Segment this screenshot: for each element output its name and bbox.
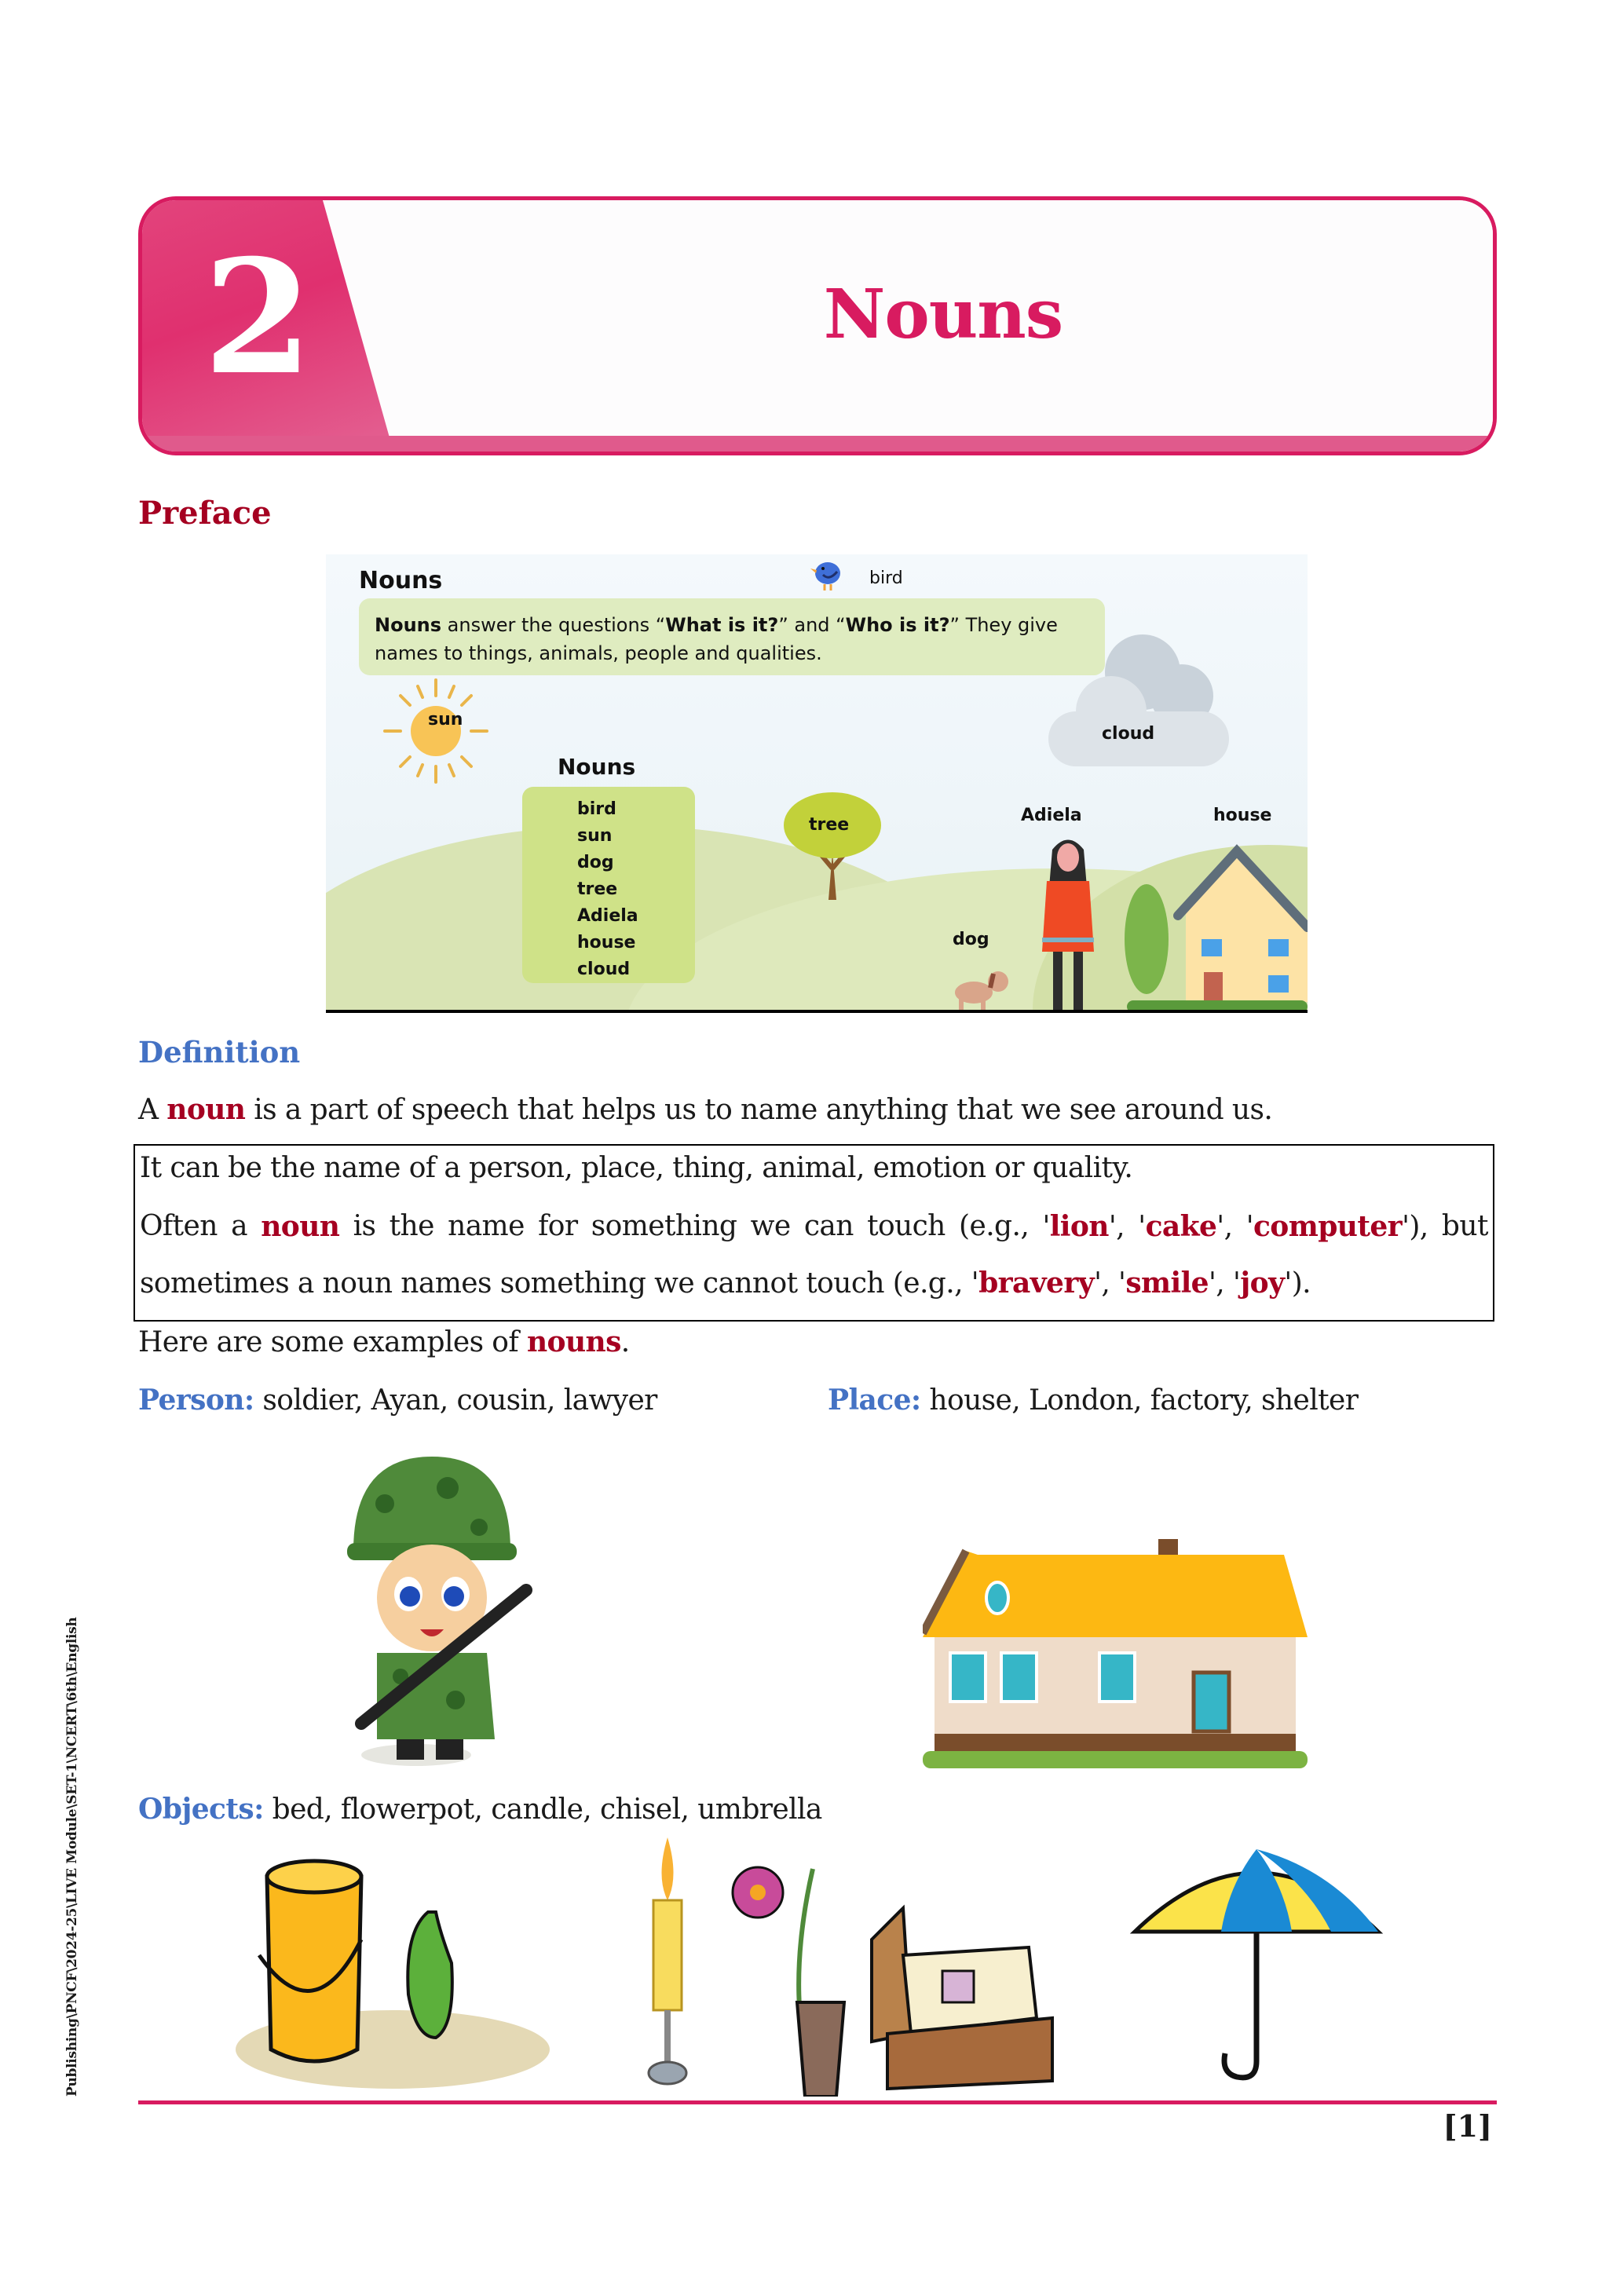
word: something (591, 1210, 737, 1242)
house-icon (1111, 821, 1308, 1013)
definition-heading: Definition (138, 1035, 301, 1069)
category-label: Place: (828, 1384, 921, 1417)
tree-icon (770, 782, 895, 908)
word: name (448, 1210, 525, 1242)
callout-question: What is it? (665, 614, 779, 636)
callout-box (359, 598, 1105, 675)
example-word: 'computer'), (1245, 1210, 1428, 1243)
noun-list-item: sun (577, 826, 613, 846)
word: touch (867, 1210, 946, 1242)
house-label: house (1213, 806, 1272, 825)
umbrella-illustration (1127, 1837, 1386, 2097)
text-span: Here are some examples of (138, 1326, 527, 1358)
highlight-word: nouns (526, 1325, 621, 1358)
callout-text: ” and “ (778, 614, 846, 636)
preface-illustration (326, 554, 1308, 1013)
dog-label: dog (953, 930, 989, 949)
noun-list-item: Adiela (577, 906, 638, 926)
place-examples (828, 1384, 1358, 1417)
person-label: Adiela (1021, 806, 1082, 825)
sun-icon (377, 672, 495, 790)
noun-list-item: bird (577, 799, 616, 819)
text-span: A (138, 1094, 167, 1126)
word: but (1441, 1210, 1488, 1242)
banner-bottom-strip (142, 436, 1493, 452)
text-span: . (620, 1326, 630, 1358)
noun-list (522, 787, 695, 983)
chapter-number: 2 (203, 225, 313, 410)
example-word: 'cake', (1138, 1210, 1233, 1243)
house-illustration (923, 1539, 1308, 1775)
highlight-word: noun (166, 1093, 246, 1126)
cloud-label: cloud (1102, 724, 1155, 744)
bird-label: bird (869, 569, 903, 588)
chapter-banner (138, 196, 1497, 455)
noun-list-item: dog (577, 853, 614, 872)
definition-box (134, 1144, 1494, 1322)
category-items: house, London, factory, shelter (920, 1384, 1359, 1417)
noun-list-item: house (577, 933, 636, 952)
examples-intro (138, 1325, 630, 1359)
highlight-word: bravery (978, 1267, 1095, 1300)
flowerpot-illustration (726, 1837, 864, 2097)
dog-icon (946, 963, 1017, 1013)
figure-title: Nouns (359, 567, 443, 594)
noun-list-item: cloud (577, 960, 631, 979)
objects-examples (138, 1793, 822, 1826)
word: can (803, 1210, 854, 1242)
word: a (231, 1210, 247, 1242)
soldier-illustration (330, 1441, 565, 1771)
word: we (750, 1210, 791, 1242)
category-items: soldier, Ayan, cousin, lawyer (254, 1384, 657, 1417)
box-line-2 (140, 1210, 1488, 1243)
person-examples (138, 1384, 657, 1417)
text-span: '). (1284, 1267, 1311, 1300)
noun-list-title: Nouns (558, 754, 636, 780)
candle-illustration (636, 1837, 699, 2097)
text-span: is a part of speech that helps us to name anything that we see around us. (245, 1094, 1273, 1126)
word: Often (140, 1210, 218, 1242)
word: the (389, 1210, 434, 1242)
callout-question: Who is it? (845, 614, 950, 636)
bucket-and-trowel-illustration (236, 1837, 573, 2097)
definition-text (138, 1093, 1272, 1127)
page-number: [1] (1443, 2108, 1492, 2144)
category-items: bed, flowerpot, candle, chisel, umbrella (263, 1793, 822, 1826)
noun-list-item: tree (577, 879, 618, 899)
bed-illustration (856, 1837, 1060, 2097)
callout-bold: Nouns (375, 614, 442, 636)
highlight-word: cake (1145, 1210, 1217, 1243)
box-line-1: It can be the name of a person, place, thing, animal, emotion or quality. (140, 1152, 1133, 1184)
highlight-word: lion (1049, 1210, 1109, 1243)
highlight-word: noun (261, 1210, 340, 1243)
bird-icon (809, 558, 845, 592)
chapter-title: Nouns (823, 275, 1063, 354)
box-line-3: sometimes a noun names something we cannot touch (e.g., 'bravery', 'smile', 'joy'). (140, 1267, 1311, 1300)
highlight-word: computer (1253, 1210, 1403, 1243)
footer-divider (138, 2100, 1497, 2104)
cloud-icon (1033, 625, 1237, 782)
side-file-path: Publishing\PNCF\2024-25\LIVE Module\SET-1\NCERT\6th\English (64, 1617, 80, 2097)
callout-text: answer the questions “ (441, 614, 666, 636)
category-label: Person: (138, 1384, 254, 1417)
person-icon (1025, 834, 1111, 1013)
word: (e.g., (959, 1210, 1030, 1242)
text-span: sometimes a noun names something we cannot touch (e.g., ' (140, 1267, 979, 1300)
category-label: Objects: (138, 1793, 264, 1826)
callout-text: ” They give names to things, animals, people and qualities. (375, 614, 1058, 664)
highlight-word: joy (1240, 1267, 1285, 1300)
highlight-word: smile (1125, 1267, 1209, 1300)
word: is (353, 1210, 376, 1242)
example-word: 'lion', (1042, 1210, 1125, 1243)
tree-label: tree (809, 815, 850, 835)
sun-label: sun (428, 710, 463, 729)
word: for (538, 1210, 578, 1242)
preface-heading: Preface (138, 495, 272, 532)
